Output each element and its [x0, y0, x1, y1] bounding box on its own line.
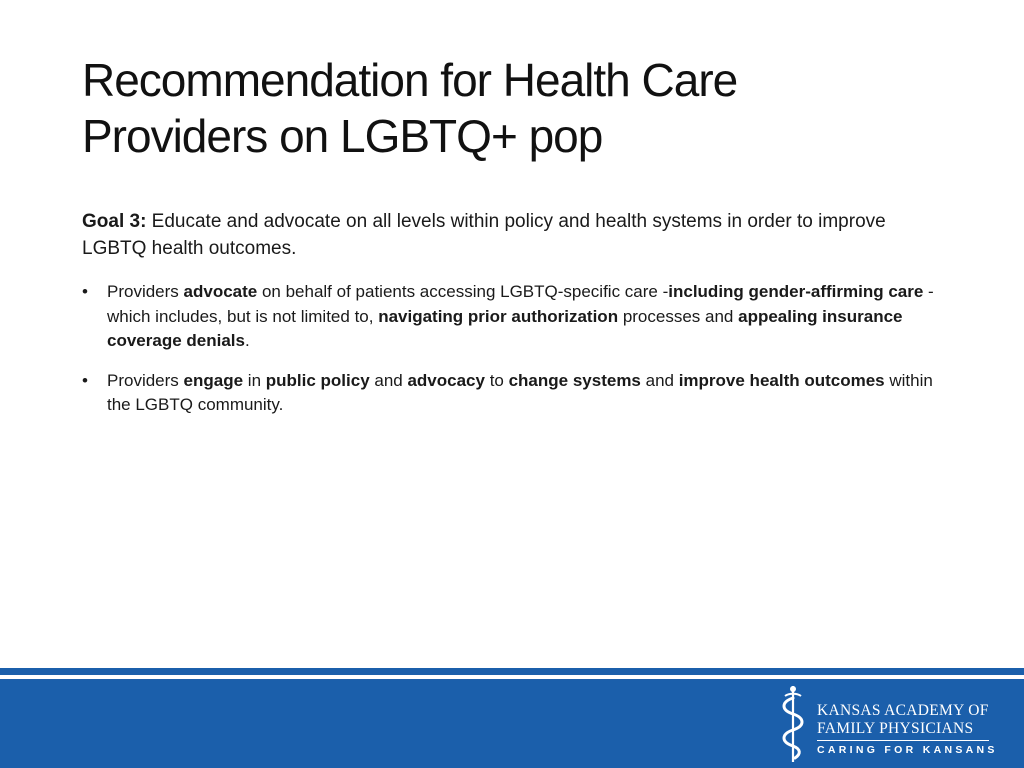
bullet-marker: •: [82, 370, 88, 390]
bullet-text: to: [484, 370, 509, 390]
bullet-list: [82, 280, 952, 433]
bullet-text: and: [640, 370, 679, 390]
bullet-text: on behalf of patients accessing LGBTQ-specific care -: [257, 282, 669, 301]
goal-text: Educate and advocate on all levels within policy and health systems in order to improve LGBTQ health outcomes.: [82, 211, 886, 259]
bullet-emphasis: public policy: [265, 370, 370, 390]
org-name-line-1: KANSAS ACADEMY OF: [817, 702, 989, 719]
bullet-emphasis: improve health outcomes: [678, 370, 885, 390]
slide-title: [82, 52, 982, 164]
caduceus-logo-icon: [776, 684, 810, 764]
org-tagline: CARING FOR KANSANS: [817, 744, 998, 756]
logo-divider: [817, 740, 989, 741]
bullet-text: Providers: [107, 370, 184, 390]
org-name-line-2: FAMILY PHYSICIANS: [817, 720, 974, 737]
bullet-text: and: [369, 370, 408, 390]
title-line-2: Providers on LGBTQ+ pop: [82, 110, 603, 162]
bullet-emphasis: advocate: [183, 282, 258, 301]
goal-label: Goal 3:: [82, 211, 147, 232]
bullet-emphasis: advocacy: [407, 370, 485, 390]
bullet-emphasis: appealing insurance coverage denials: [107, 306, 903, 350]
bullet-text: within the LGBTQ community.: [107, 370, 933, 414]
goal-paragraph: [82, 208, 922, 262]
bullet-text: processes and: [618, 306, 739, 326]
bullet-text: in: [243, 370, 266, 390]
bullet-text: Providers: [107, 282, 184, 301]
bullet-emphasis: navigating prior authorization: [378, 306, 619, 326]
title-line-1: Recommendation for Health Care: [82, 54, 738, 106]
bullet-emphasis: change systems: [508, 370, 641, 390]
bullet-text: - which includes, but is not limited to,: [107, 282, 934, 326]
bullet-emphasis: including gender-affirming care: [668, 282, 924, 301]
org-logo-text: [817, 702, 998, 756]
bullet-item-advocate: [82, 280, 952, 354]
footer-stripe: [0, 668, 1024, 675]
bullet-item-engage: [82, 369, 952, 418]
bullet-text: .: [244, 331, 250, 350]
bullet-marker: •: [82, 282, 88, 301]
bullet-emphasis: engage: [183, 370, 244, 390]
